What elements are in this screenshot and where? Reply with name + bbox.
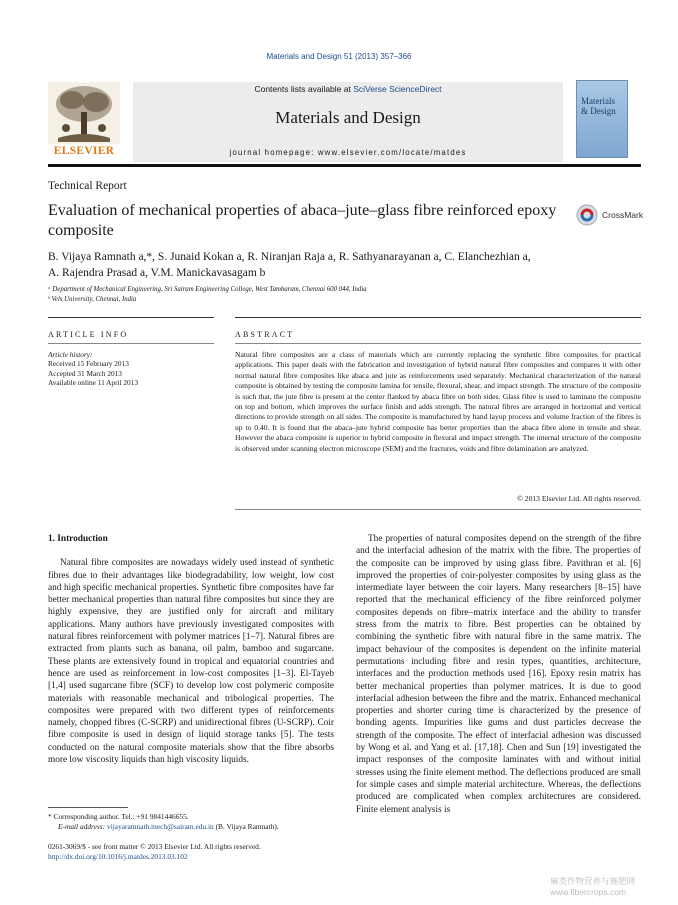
authors-line-2: A. Rajendra Prasad a, V.M. Manickavasagam b bbox=[48, 267, 266, 279]
corresponding-author-footnote bbox=[48, 812, 348, 832]
crossmark-icon bbox=[576, 204, 598, 226]
journal-reference[interactable]: Materials and Design 51 (2013) 357–366 bbox=[266, 52, 412, 61]
paragraph-introduction-1: Natural fibre composites are nowadays widely used instead of synthetic fibres due to their advantages like biodegradability, low weight, low cost and high specific mechanical properties. Synthetic fibre composites have far better mechanical properties than natural fibre composites but since they are highly expensive, they are justified only for aircraft and military applications. Many authors have previously investigated composites with natural fibres reinforcement with polymer matrices [1–7]. Natural fibres are extracted from plants such as banana, oil palm, bamboo and sugarcane. These plants are extensively found in tropical and equatorial countries and hence are used as reinforcement in low-cost composites [1–3]. El-Tayeb [1,4] used sugarcane fibre (SCF) to develop low cost polymeric composite materials with reasonable mechanical and tribological properties. The composites were prepared with two different types of reinforcements namely, chopped fibres (C-SCRP) and unidirectional fibres (U-SCRP). Coir fibre composite is used in design of liquid storage tanks [5]. The tests conducted on the natural composite materials show that the fibre absorbs more low viscosity liquids than high viscosity liquids. bbox=[48, 558, 334, 766]
authors-line-1: B. Vijaya Ramnath a,*, S. Junaid Kokan a, R. Niranjan Raja a, R. Sathyanarayanan a, C. Elanchezhian a, bbox=[48, 251, 531, 263]
contents-line bbox=[133, 84, 563, 94]
publisher-logo-text: ELSEVIER bbox=[53, 145, 115, 157]
section-heading-introduction: 1. Introduction bbox=[48, 534, 108, 544]
divider-info-top bbox=[48, 317, 214, 318]
article-type: Technical Report bbox=[48, 180, 127, 192]
site-watermark bbox=[550, 876, 678, 898]
history-accepted: Accepted 31 March 2013 bbox=[48, 368, 122, 378]
crossmark-badge[interactable] bbox=[576, 204, 646, 226]
body-column-left bbox=[48, 533, 334, 766]
divider-abstract-bottom bbox=[235, 509, 641, 510]
abstract-text: Natural fibre composites are a class of materials which are currently replacing the synthetic fibre composites for practical applications. This paper deals with the fabrication and investigation of hybrid natural fibre composites and compares it with other normal natural fibre composites like abaca and jute as reinforcements used separately. Mechanical characterization of the natural composite is obtained by testing the composite lamina for tensile, flexural, shear, and impact strength. The structure of the composite is such that, the jute fibre is present at the center flanked by abaca fibre on both sides. Glass fibre is used to laminate the composite on top and bottom, which improves the surface finish and adds strength. The natural fibres are arranged in horizontal and vertical directions to provide strength on all sides. The composite is manufactured by hand layup process and volume fraction of the fibres is up to 0.40. It is found that the abaca–jute hybrid composite has better properties than the abaca fibre alone in tensile and shear. However the abaca composite is superior to hybrid composite in flexural and impact strength. The internal structure of the composite is observed under scanning electron microscope (SEM) and the fractures, voids and fibre delamination are analyzed. bbox=[235, 350, 641, 453]
article-history bbox=[48, 350, 214, 388]
abstract-copyright: © 2013 Elsevier Ltd. All rights reserved. bbox=[517, 494, 641, 503]
history-received: Received 15 February 2013 bbox=[48, 359, 129, 369]
affiliation-a: ᵃ Department of Mechanical Engineering, Sri Sairam Engineering College, West Tambaram, Chennai 600 044, India bbox=[48, 286, 367, 293]
abstract-heading: ABSTRACT bbox=[235, 330, 295, 339]
article-info-heading: ARTICLE INFO bbox=[48, 330, 129, 339]
issn-line: 0261-3069/$ - see front matter © 2013 Elsevier Ltd. All rights reserved. bbox=[48, 842, 261, 851]
email-suffix: (B. Vijaya Ramnath). bbox=[213, 822, 279, 831]
email-link[interactable]: vijayaramnath.mech@sairam.edu.in bbox=[107, 822, 214, 831]
divider-abstract-top bbox=[235, 317, 641, 318]
author-list bbox=[48, 249, 638, 281]
cover-title-line2: & Design bbox=[581, 106, 616, 116]
journal-homepage[interactable]: journal homepage: www.elsevier.com/locate/matdes bbox=[229, 148, 467, 157]
email-line bbox=[48, 822, 348, 832]
article-title: Evaluation of mechanical properties of abaca–jute–glass fibre reinforced epoxy composite bbox=[48, 202, 557, 239]
affiliations bbox=[48, 285, 638, 305]
sciencedirect-link[interactable]: SciVerse ScienceDirect bbox=[353, 84, 442, 94]
header-divider bbox=[48, 164, 641, 167]
issn-doi-block bbox=[48, 842, 348, 862]
body-column-right bbox=[356, 533, 641, 816]
doi-link[interactable]: http://dx.doi.org/10.1016/j.matdes.2013.03.102 bbox=[48, 852, 188, 861]
corresponding-author: * Corresponding author. Tel.: +91 9841446655. bbox=[48, 812, 189, 821]
footnote-rule bbox=[48, 807, 128, 808]
affiliation-b: ᵇ Vels University, Chennai, India bbox=[48, 296, 137, 303]
history-label: Article history: bbox=[48, 350, 93, 359]
divider-info-sub bbox=[48, 343, 214, 344]
watermark-line2: www.fibercrops.com bbox=[550, 887, 627, 897]
journal-cover-thumbnail bbox=[576, 80, 628, 158]
journal-title: Materials and Design bbox=[275, 108, 421, 127]
email-label: E-mail address: bbox=[58, 822, 107, 831]
cover-title-line1: Materials bbox=[581, 96, 615, 106]
paragraph-introduction-2: The properties of natural composites depend on the strength of the fibre and the interfacial adhesion of the matrix with the fibre. The properties of the composite can be improved by using glass fibre. Pavithran et al. [6] improved the properties of coir-polyester composites by using glass as the intermediate layer between the coir layers. Many researchers [8–15] have reported that the mechanical efficiency of the fibre reinforced polymer composites depends on fibre–matrix interface and the ability to transfer stress from the matrix to fibre. Best properties can be obtained by combining the synthetic fibre with natural fibre in the same matrix. The impact behaviour of the composites is dependent on the infinite material permutations including fibre and resin types, quantities, architecture, interfaces and the production methods used [16]. Epoxy resin matrix has better mechanical properties than polymer matrices. It is due to good interfacial adhesion between the fibre and the matrix. Enhanced mechanical properties and shorter curing time is characterized by the presence of bonding agents. Impurities like gums and dust particles decrease the strength of the composite. The effect of interfacial adhesion was discussed by Wong et al. and Yang et al. [17,18]. Chen and Sun [19] investigated the impact responses of the composite laminates with and without initial stresses using the finite element method. The deflections produced are small for simple cases and simple material architecture. Whereas, the deflections produced are complicated when complex architectures are considered. Finite element analysis is bbox=[356, 534, 641, 815]
divider-abstract-sub bbox=[235, 343, 641, 344]
crossmark-label: CrossMark bbox=[602, 210, 644, 220]
contents-prefix: Contents lists available at bbox=[254, 84, 354, 94]
history-online: Available online 11 April 2013 bbox=[48, 378, 138, 388]
watermark-line1: 麻类作物营养与施肥网 bbox=[550, 876, 636, 886]
